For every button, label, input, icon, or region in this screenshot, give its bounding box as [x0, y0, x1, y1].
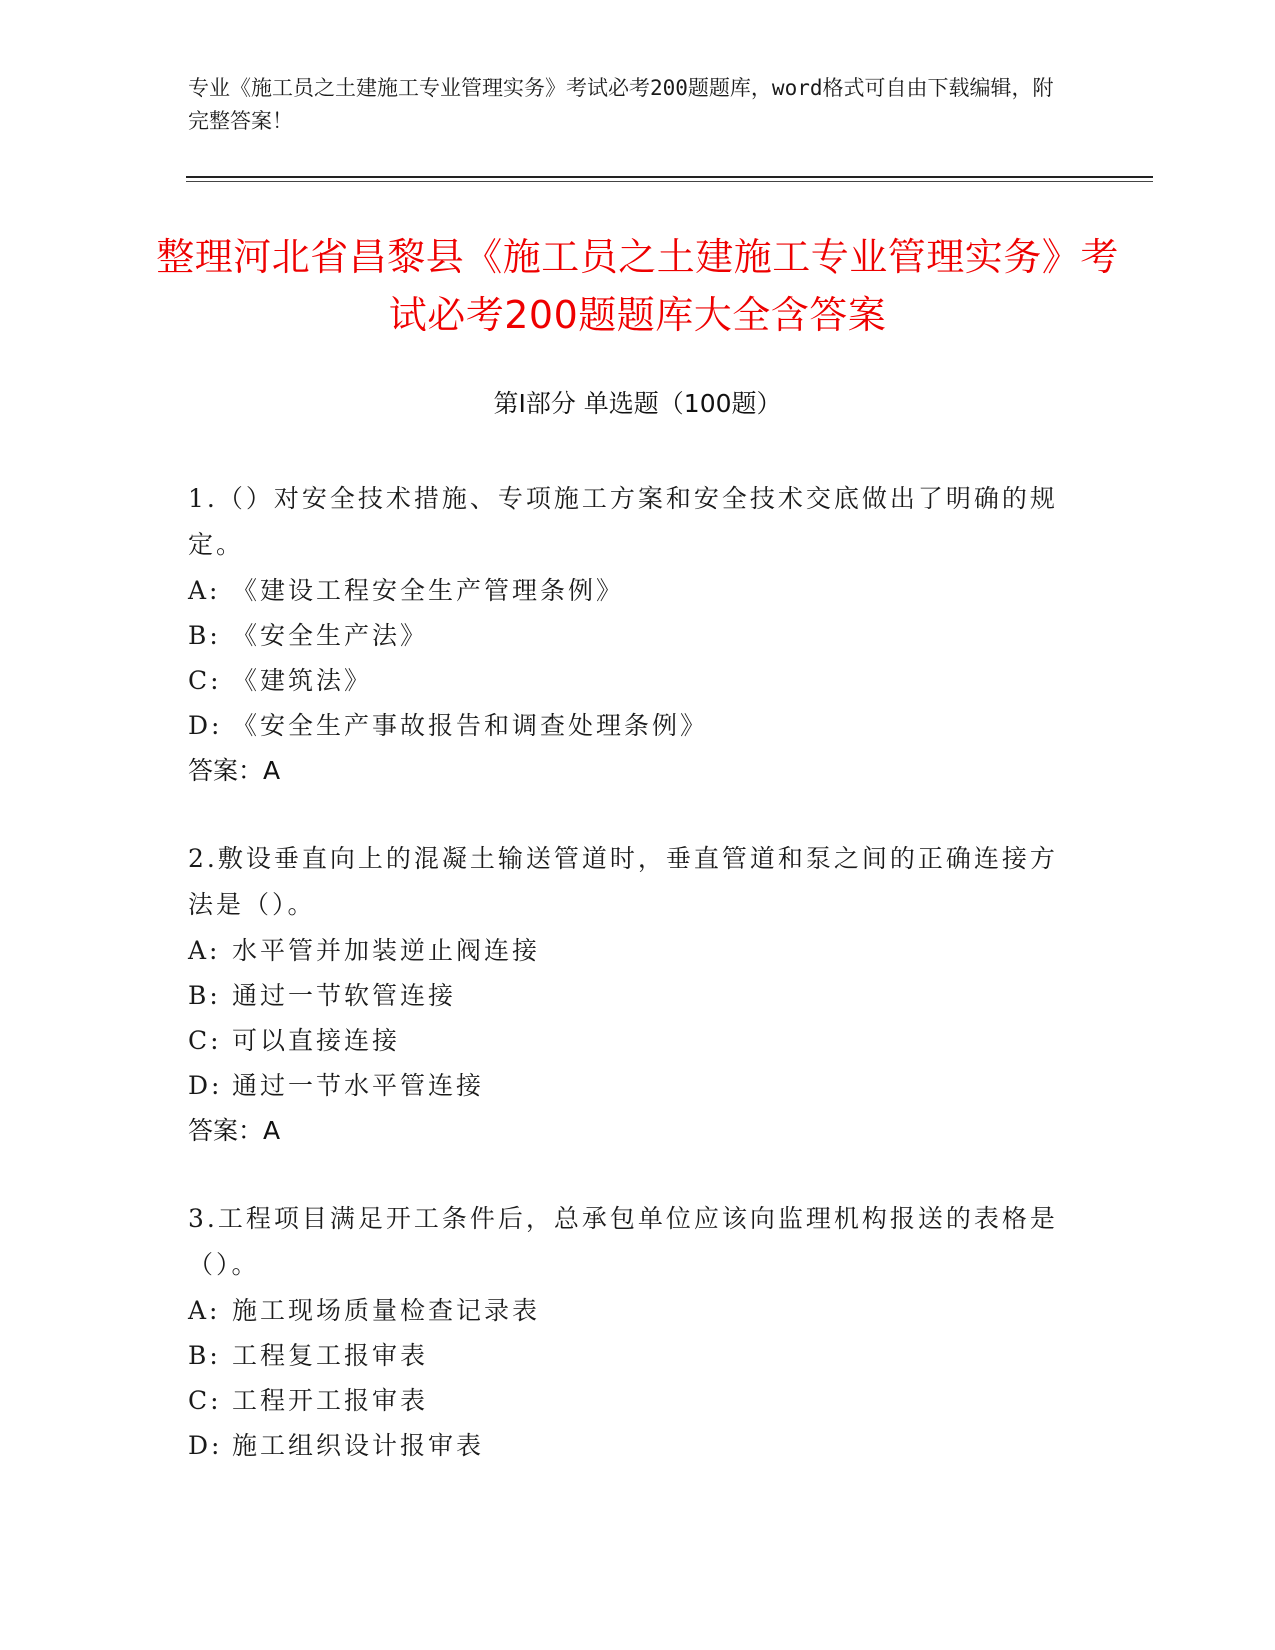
option-text: 施工组织设计报审表 [232, 1431, 485, 1460]
question-stem: 2.敷设垂直向上的混凝土输送管道时，垂直管道和泵之间的正确连接方法是（）。 [188, 844, 1058, 919]
option-text: 可以直接连接 [232, 1026, 401, 1055]
option-letter: B: [188, 1341, 221, 1370]
option-text: 《建设工程安全生产管理条例》 [232, 576, 625, 605]
option-letter: A: [188, 936, 221, 965]
option-text: 通过一节水平管连接 [232, 1071, 485, 1100]
option-c [188, 1018, 1068, 1063]
question-stem: 3.工程项目满足开工条件后，总承包单位应该向监理机构报送的表格是（）。 [188, 1204, 1058, 1279]
option-letter: A: [188, 576, 221, 605]
option-letter: D: [188, 711, 223, 740]
header-rule-thick [186, 176, 1153, 178]
option-a [188, 568, 1068, 613]
option-letter: C: [188, 1026, 222, 1055]
option-text: 水平管并加装逆止阀连接 [232, 936, 541, 965]
option-a [188, 1288, 1068, 1333]
option-b [188, 613, 1068, 658]
option-text: 《安全生产法》 [232, 621, 429, 650]
option-d [188, 1063, 1068, 1108]
option-letter: D: [188, 1071, 223, 1100]
answer-line: 答案：A [188, 756, 281, 785]
option-d [188, 1423, 1068, 1468]
option-letter: C: [188, 666, 222, 695]
section-title: 第Ⅰ部分 单选题（100题） [493, 389, 782, 418]
option-letter: D: [188, 1431, 223, 1460]
option-letter: A: [188, 1296, 221, 1325]
option-letter: B: [188, 621, 221, 650]
header-rule-thin [186, 181, 1153, 182]
option-text: 《安全生产事故报告和调查处理条例》 [232, 711, 709, 740]
option-text: 《建筑法》 [232, 666, 373, 695]
option-d [188, 703, 1068, 748]
question-2 [188, 836, 1068, 1154]
option-text: 通过一节软管连接 [232, 981, 457, 1010]
answer-line: 答案：A [188, 1116, 281, 1145]
question-3 [188, 1196, 1068, 1468]
option-b [188, 1333, 1068, 1378]
option-text: 工程开工报审表 [232, 1386, 429, 1415]
question-1 [188, 476, 1068, 794]
header-note: 专业《施工员之土建施工专业管理实务》考试必考200题题库，word格式可自由下载编辑，附完整答案！ [188, 76, 1054, 133]
option-text: 工程复工报审表 [232, 1341, 429, 1370]
question-list [188, 476, 1068, 1510]
option-b [188, 973, 1068, 1018]
option-c [188, 658, 1068, 703]
document-title: 整理河北省昌黎县《施工员之土建施工专业管理实务》考试必考200题题库大全含答案 [156, 235, 1119, 337]
option-a [188, 928, 1068, 973]
option-text: 施工现场质量检查记录表 [232, 1296, 541, 1325]
option-letter: C: [188, 1386, 222, 1415]
option-letter: B: [188, 981, 221, 1010]
question-stem: 1.（）对安全技术措施、专项施工方案和安全技术交底做出了明确的规定。 [188, 484, 1058, 559]
option-c [188, 1378, 1068, 1423]
